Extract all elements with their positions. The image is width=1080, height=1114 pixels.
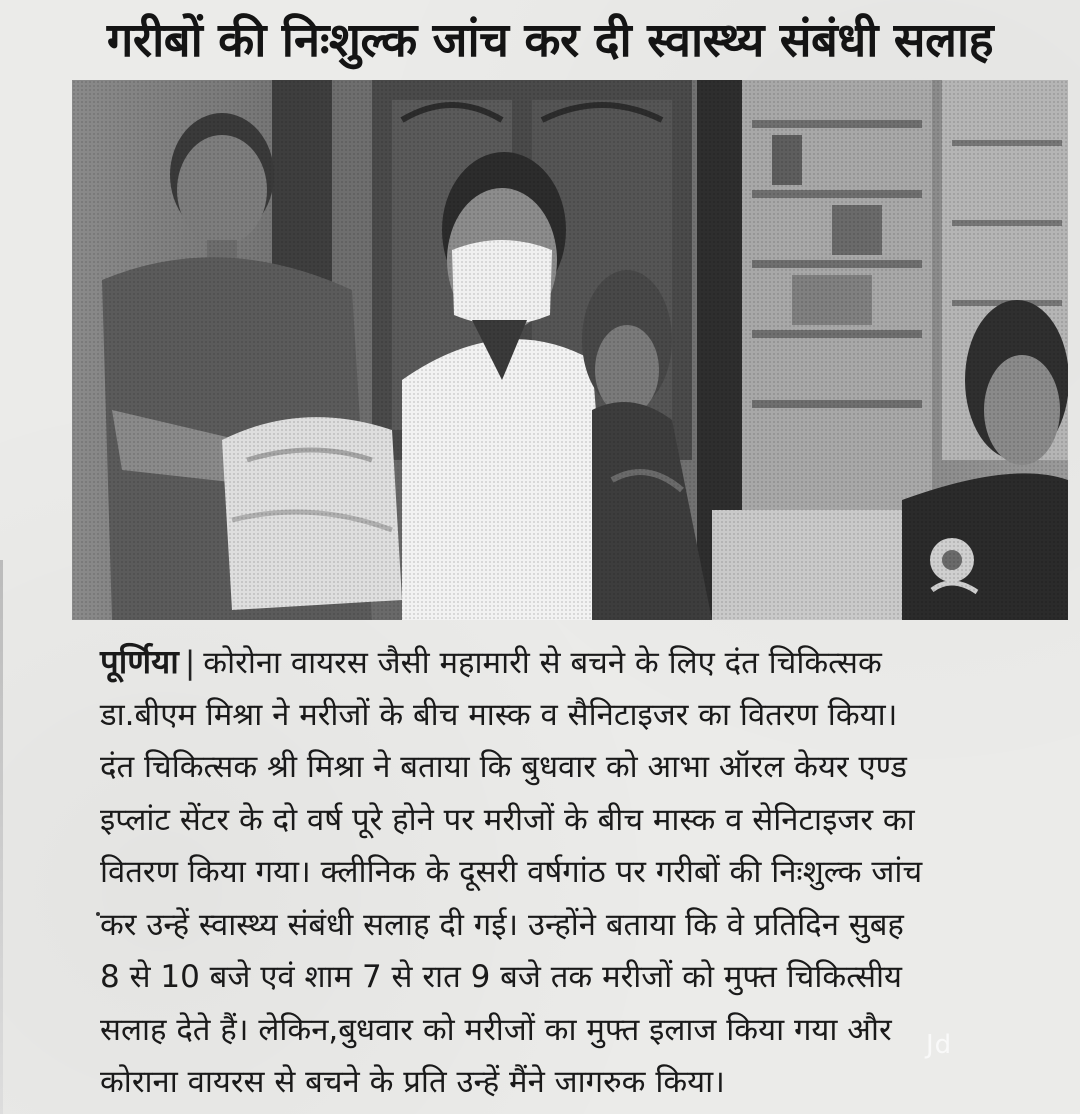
article-line-3: दंत चिकित्सक श्री मिश्रा ने बताया कि बुधवार को आभा ऑरल केयर एण्ड bbox=[100, 749, 907, 785]
headline: गरीबों की निःशुल्क जांच कर दी स्वास्थ्य संबंधी सलाह bbox=[106, 13, 994, 68]
article-line-1 bbox=[100, 636, 1060, 689]
article-line-5: वितरण किया गया। क्लीनिक के दूसरी वर्षगांठ पर गरीबों की निःशुल्क जांच bbox=[100, 854, 923, 890]
article-line-4: इप्लांट सेंटर के दो वर्ष पूरे होने पर मरीजों के बीच मास्क व सेनिटाइजर का bbox=[100, 801, 915, 838]
article-line-9: कोराना वायरस से बचने के प्रति उन्हें मैंने जागरुक किया। bbox=[100, 1064, 725, 1100]
article-text: कोरोना वायरस जैसी महामारी से बचने के लिए दंत चिकित्सक bbox=[203, 645, 882, 681]
article-line-6: कर उन्हें स्वास्थ्य संबंधी सलाह दी गई। उन्होंने बताया कि वे प्रतिदिन सुबह bbox=[100, 906, 904, 943]
page-edge-shadow bbox=[0, 560, 3, 1114]
dateline: पूर्णिया bbox=[100, 642, 179, 681]
watermark: Jd bbox=[926, 1030, 953, 1060]
margin-mark bbox=[96, 912, 100, 916]
news-photo bbox=[72, 80, 1068, 620]
article-body bbox=[100, 636, 1060, 1109]
article-line-8: सलाह देते हैं। लेकिन,बुधवार को मरीजों का मुफ्त इलाज किया गया और bbox=[100, 1011, 892, 1048]
article-line-7: 8 से 10 बजे एवं शाम 7 से रात 9 बजे तक मरीजों को मुफ्त चिकित्सीय bbox=[100, 959, 903, 995]
article-line-2: डा.बीएम मिश्रा ने मरीजों के बीच मास्क व सैनिटाइजर का वितरण किया। bbox=[100, 696, 898, 733]
dateline-separator: | bbox=[184, 645, 196, 681]
